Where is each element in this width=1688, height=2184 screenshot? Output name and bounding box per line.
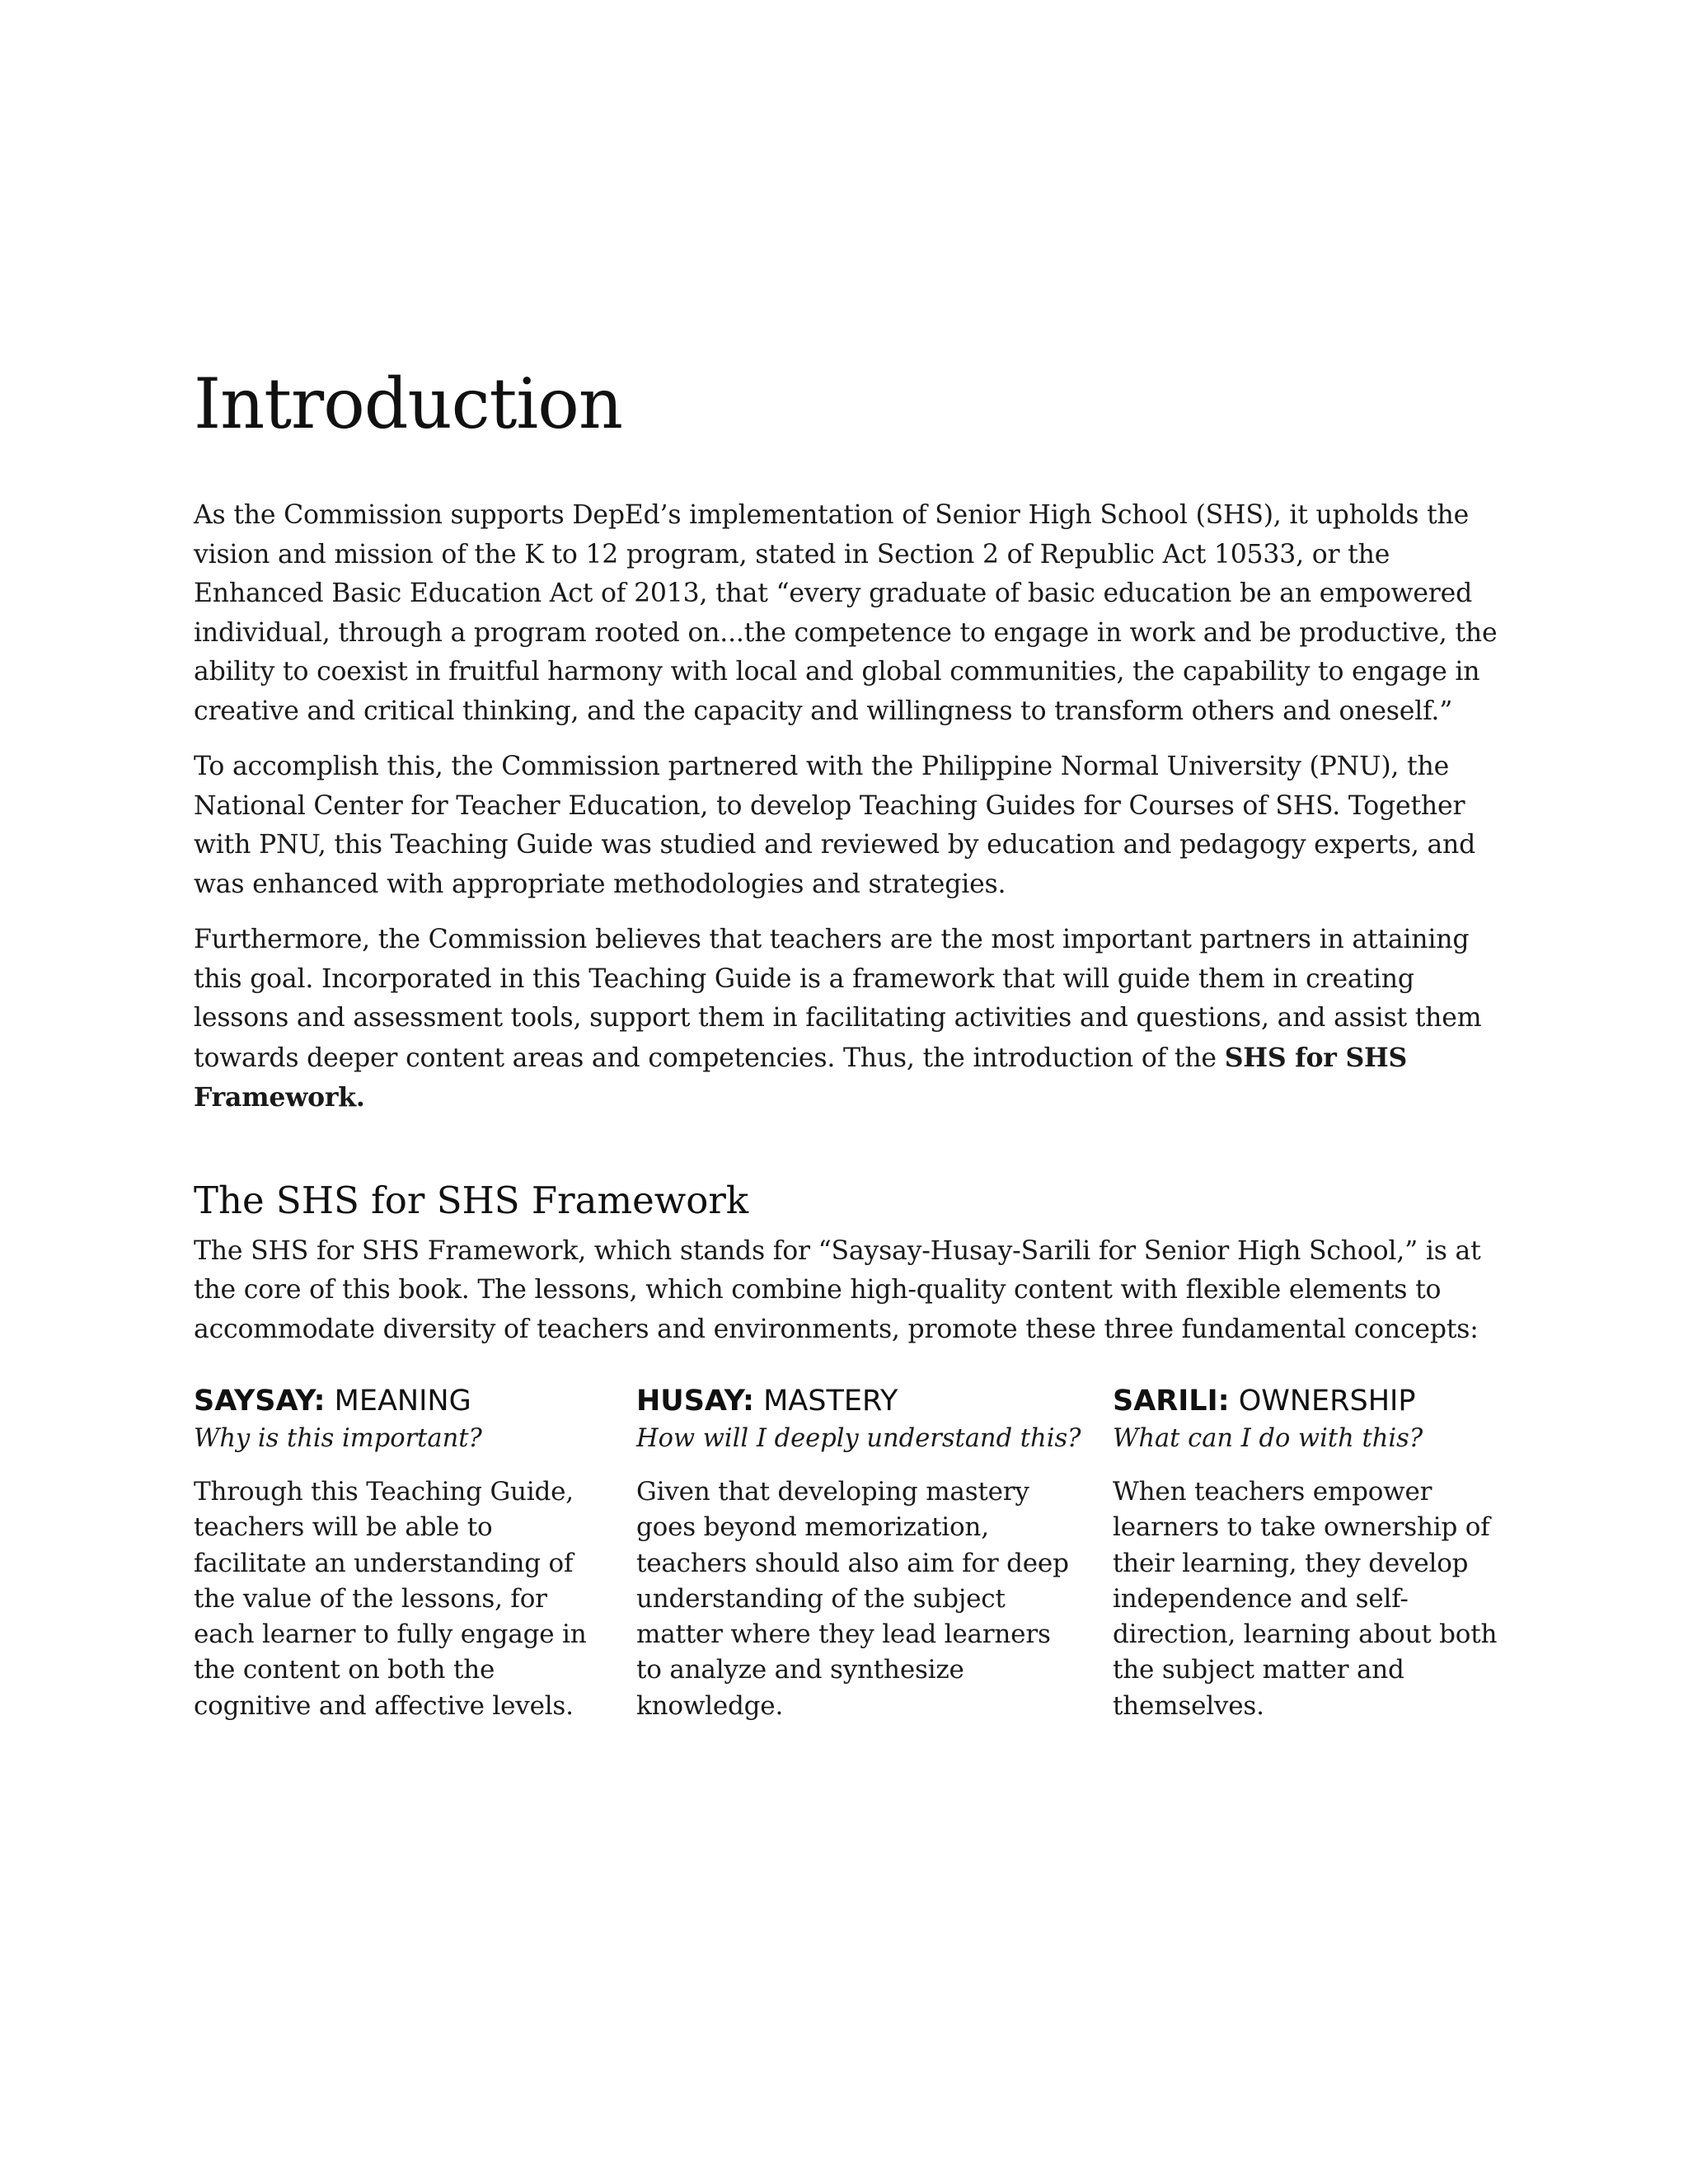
concept-body: When teachers empower learners to take ownership of their learning, they develop independence and self-direction, learning about both the subject matter and themselves. [1113, 1477, 1498, 1721]
concept-heading [1113, 1382, 1512, 1420]
document-page [194, 363, 1512, 1736]
concept-term: MEANING [325, 1385, 471, 1418]
concept-saysay [194, 1382, 589, 1724]
concept-keyword: SARILI: [1113, 1385, 1230, 1418]
intro-paragraph-3 [194, 921, 1512, 1118]
concept-term: MASTERY [753, 1385, 898, 1418]
concept-keyword: SAYSAY: [194, 1385, 326, 1418]
intro-paragraph-2: To accomplish this, the Commission partnered with the Philippine Normal University (PNU), the National Center for Teacher Education, to develop Teaching Guides for Courses of SHS. Together with PNU, this Teaching Guide was studied and reviewed by education and pedagogy experts, and was enhanced with appropriate methodologies and strategies. [194, 752, 1476, 899]
concept-sarili [1113, 1382, 1512, 1724]
intro-paragraph-3-text: Furthermore, the Commission believes that teachers are the most important partners in attaining this goal. Incorporated in this Teaching Guide is a framework that will guide them in creating lessons and assessment tools, support them in facilitating activities and questions, and assist them towards deeper content areas and competencies. Thus, the introduction of the [194, 925, 1482, 1073]
page-title: Introduction [194, 363, 622, 444]
intro-paragraph-1: As the Commission supports DepEd’s implementation of Senior High School (SHS), it upholds the vision and mission of the K to 12 program, stated in Section 2 of Republic Act 10533, or the Enhanced Basic Education Act of 2013, that “every graduate of basic education be an empowered individual, through a program rooted on...the competence to engage in work and be productive, the ability to coexist in fruitful harmony with local and global communities, the capability to engage in creative and critical thinking, and the capacity and willingness to transform others and oneself.” [194, 500, 1498, 726]
concept-husay [636, 1382, 1081, 1724]
framework-description: The SHS for SHS Framework, which stands for “Saysay-Husay-Sarili for Senior High School,” is at the core of this book. The lessons, which combine high-quality content with flexible elements to accommodate diversity of teachers and environments, promote these three fundamental concepts: [194, 1235, 1481, 1344]
framework-concepts [194, 1382, 1512, 1736]
framework-name-emphasis: SHS for SHS Framework. [194, 1042, 1408, 1113]
concept-term: OWNERSHIP [1229, 1385, 1416, 1418]
concept-keyword: HUSAY: [636, 1385, 754, 1418]
concept-heading [194, 1382, 589, 1420]
concept-question: What can I do with this? [1113, 1424, 1423, 1453]
introduction-section [194, 496, 1512, 1118]
framework-heading: The SHS for SHS Framework [194, 1178, 749, 1222]
concept-question: Why is this important? [194, 1424, 482, 1453]
concept-question: How will I deeply understand this? [636, 1424, 1081, 1453]
concept-body: Through this Teaching Guide, teachers will be able to facilitate an understanding of the value of the lessons, for each learner to fully engage in the content on both the cognitive and affective levels. [194, 1477, 587, 1721]
concept-heading [636, 1382, 1073, 1420]
concept-body: Given that developing mastery goes beyond memorization, teachers should also aim for deep understanding of the subject matter where they lead learners to analyze and synthesize knowledge. [636, 1477, 1069, 1721]
